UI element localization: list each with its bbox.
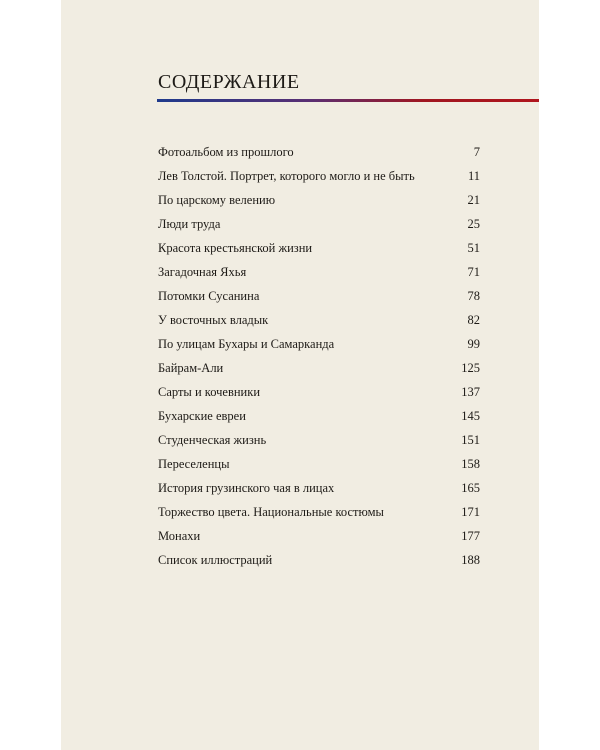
toc-entry-title: У восточных владык — [158, 312, 269, 327]
toc-entry-title: Красота крестьянской жизни — [158, 240, 313, 255]
toc-entry-title: Переселенцы — [158, 456, 230, 471]
toc-entry-title: История грузинского чая в лицах — [158, 480, 335, 495]
toc-entry-title: Список иллюстраций — [158, 552, 273, 567]
page-title: СОДЕРЖАНИЕ — [158, 71, 300, 93]
toc-entry-title: Лев Толстой. Портрет, которого могло и не быть — [158, 168, 415, 183]
toc-entry-page-number: 71 — [467, 264, 480, 279]
toc-entry — [158, 476, 480, 500]
toc-entry — [158, 524, 480, 548]
toc-entry-title: Торжество цвета. Национальные костюмы — [158, 504, 384, 519]
toc-entry-page-number: 51 — [467, 240, 480, 255]
toc-entry-title: Потомки Сусанина — [158, 288, 260, 303]
toc-entry — [158, 308, 480, 332]
toc-entry-page-number: 171 — [461, 504, 480, 519]
toc-entry-page-number: 177 — [461, 528, 480, 543]
toc-entry-page-number: 7 — [473, 144, 480, 159]
toc-entry — [158, 404, 480, 428]
toc-entry — [158, 284, 480, 308]
toc-entry-title: По улицам Бухары и Самарканда — [158, 336, 335, 351]
toc-entry-title: Сарты и кочевники — [158, 384, 261, 399]
toc-entry-title: Фотоальбом из прошлого — [158, 144, 294, 159]
toc-entry-title: Загадочная Яхья — [158, 264, 247, 279]
toc-entry — [158, 500, 480, 524]
book-page — [61, 0, 539, 750]
toc-entry — [158, 140, 480, 164]
toc-entry-page-number: 125 — [461, 360, 480, 375]
toc-entry — [158, 428, 480, 452]
toc-entry-page-number: 151 — [461, 432, 480, 447]
toc-entry — [158, 548, 480, 572]
toc-entry-page-number: 99 — [467, 336, 480, 351]
toc-entry — [158, 164, 480, 188]
title-rule — [157, 99, 539, 102]
toc-entry — [158, 452, 480, 476]
toc-entry-page-number: 82 — [467, 312, 480, 327]
toc-entry — [158, 332, 480, 356]
table-of-contents — [158, 140, 480, 572]
toc-entry — [158, 236, 480, 260]
toc-entry — [158, 380, 480, 404]
toc-entry-page-number: 25 — [467, 216, 480, 231]
toc-entry — [158, 260, 480, 284]
toc-entry — [158, 212, 480, 236]
toc-entry-title: Монахи — [158, 528, 201, 543]
toc-entry-page-number: 158 — [461, 456, 480, 471]
toc-entry-page-number: 165 — [461, 480, 480, 495]
toc-entry-page-number: 11 — [467, 168, 480, 183]
toc-entry-title: Бухарские евреи — [158, 408, 246, 423]
toc-entry-page-number: 137 — [461, 384, 480, 399]
toc-entry-page-number: 21 — [467, 192, 480, 207]
toc-entry-page-number: 78 — [467, 288, 480, 303]
toc-entry — [158, 188, 480, 212]
toc-entry-title: Байрам-Али — [158, 360, 224, 375]
toc-entry-title: Люди труда — [158, 216, 221, 231]
toc-entry-title: Студенческая жизнь — [158, 432, 267, 447]
toc-entry — [158, 356, 480, 380]
toc-entry-page-number: 145 — [461, 408, 480, 423]
toc-entry-title: По царскому велению — [158, 192, 276, 207]
toc-entry-page-number: 188 — [461, 552, 480, 567]
